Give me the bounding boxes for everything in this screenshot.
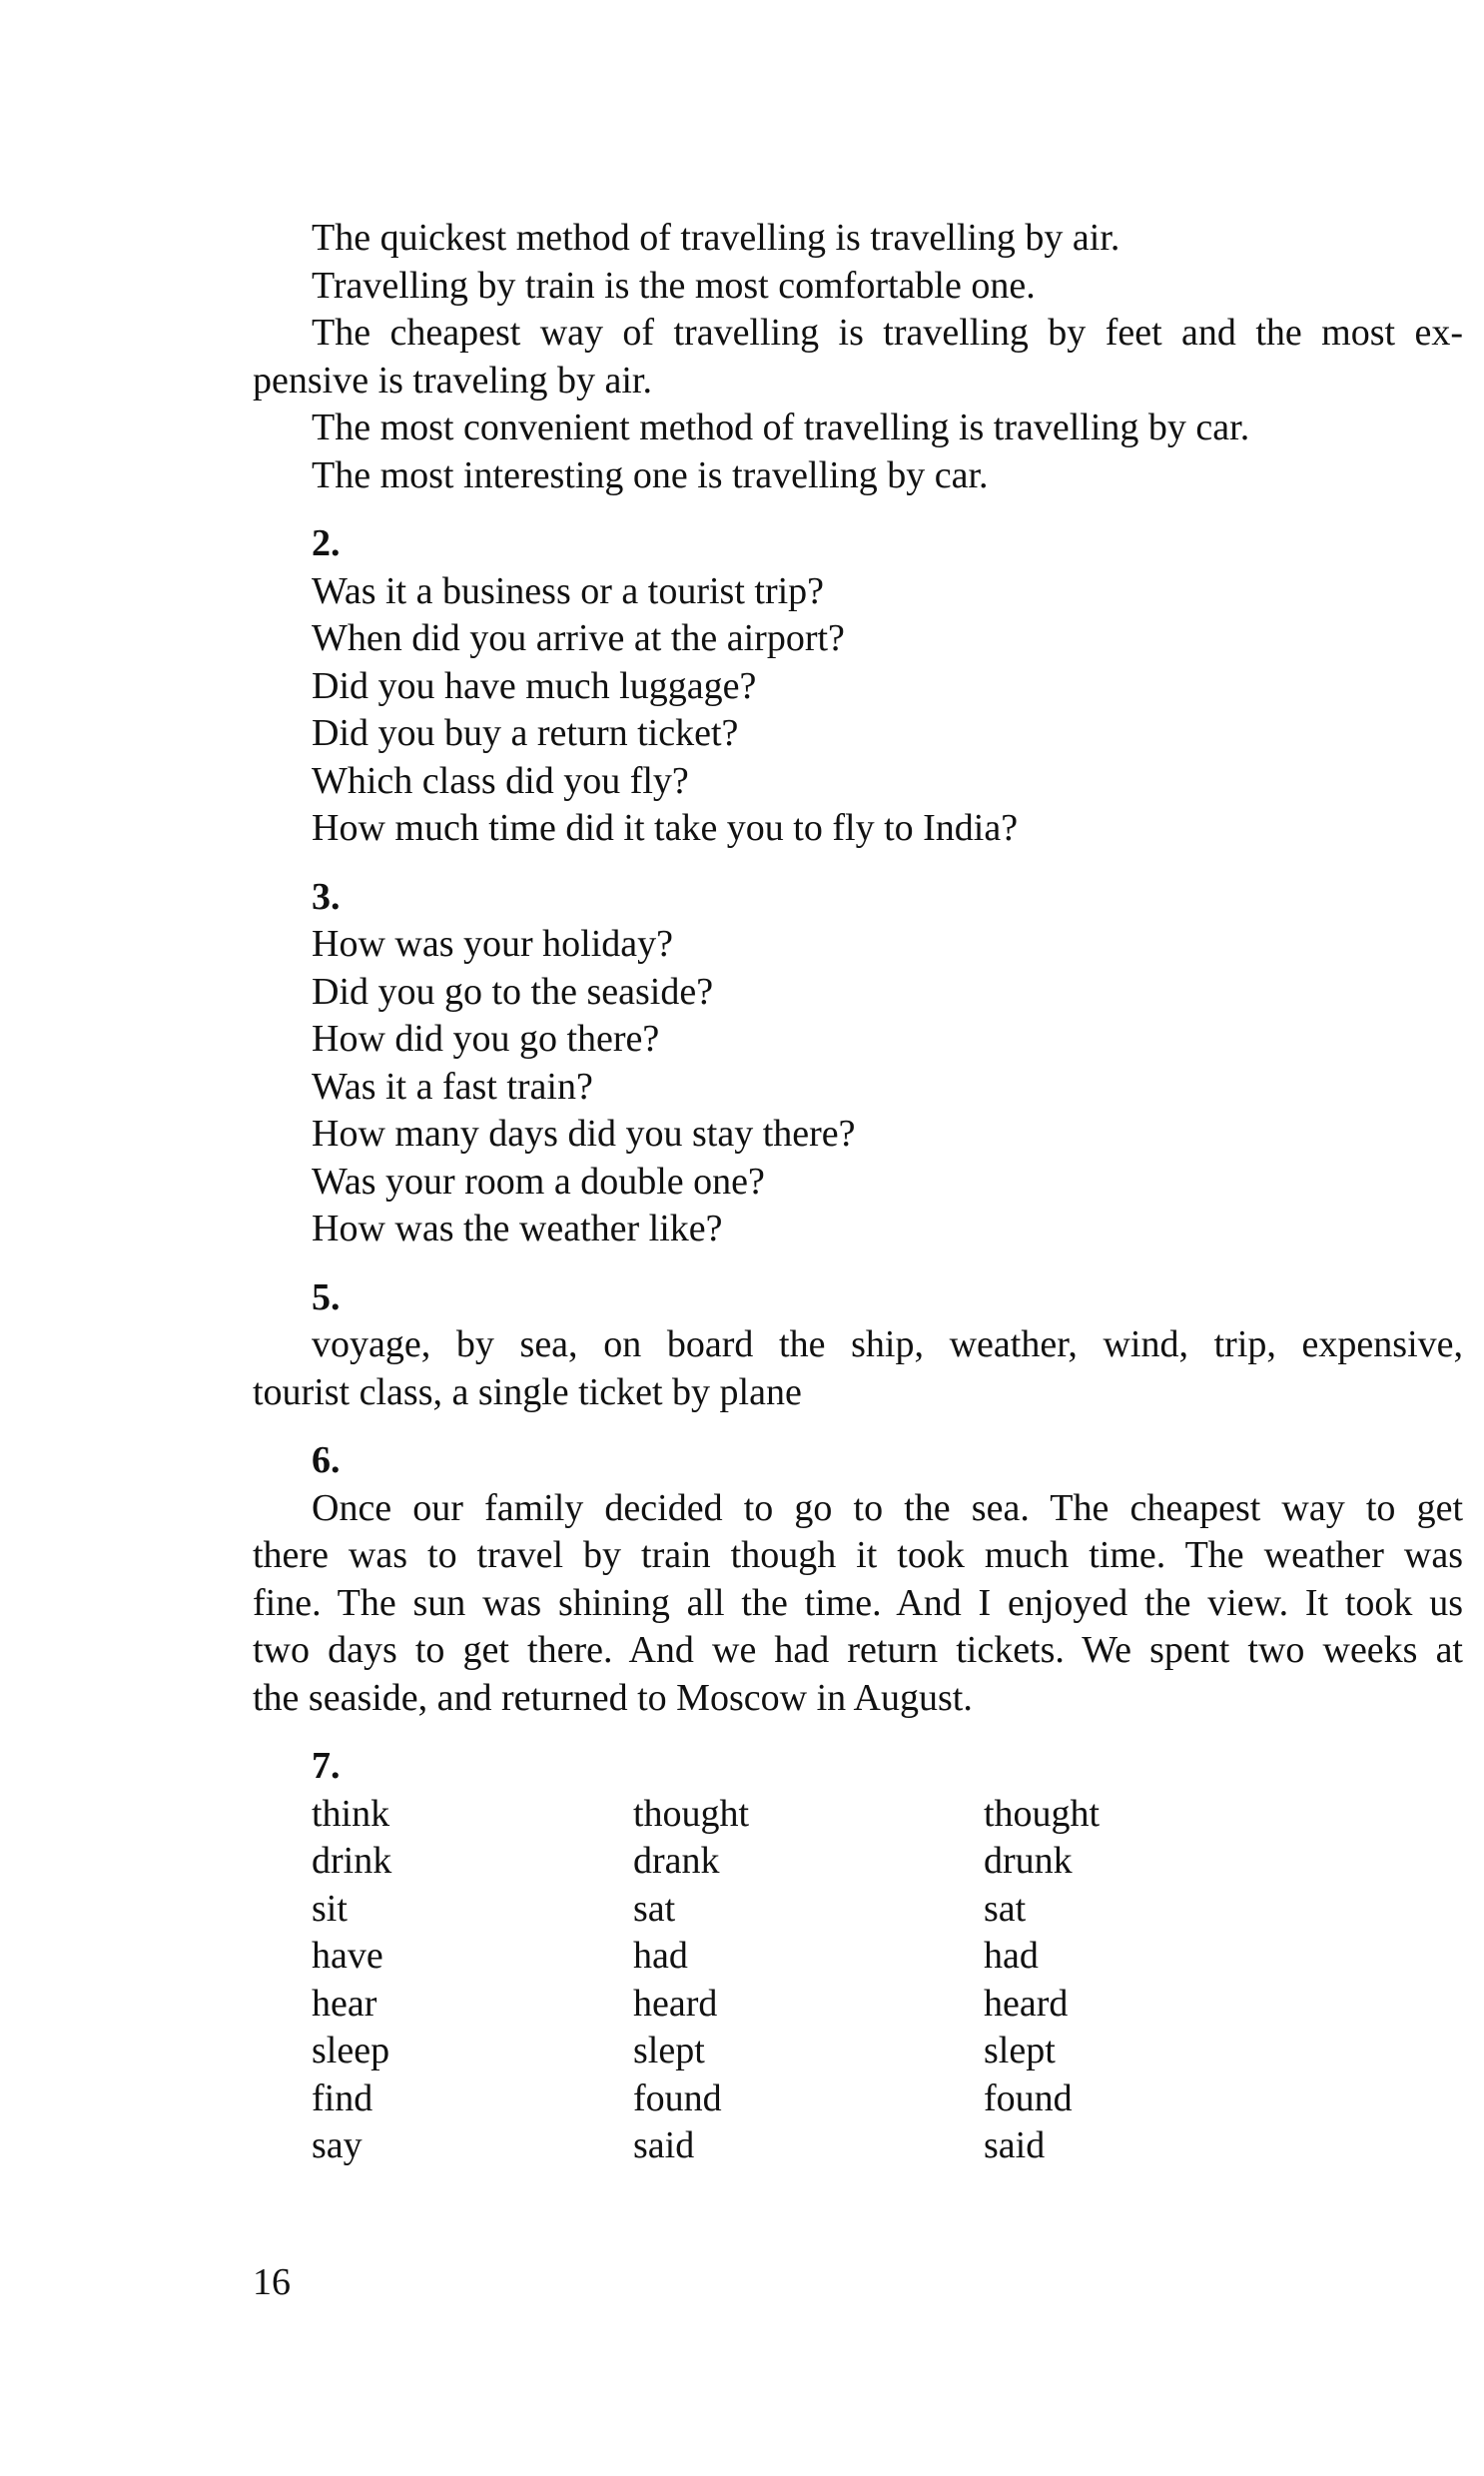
text-line: Travelling by train is the most comfortable one. — [312, 264, 1036, 307]
text-line: two days to get there. And we had return tickets. We spent two weeks at — [253, 1629, 1463, 1671]
section-6 — [253, 1437, 1463, 1722]
verb-base: drink — [312, 1840, 392, 1882]
section-number: 3. — [312, 875, 341, 918]
verb-past: had — [633, 1935, 688, 1977]
question-line: Was your room a double one? — [312, 1160, 765, 1203]
section-7 — [253, 1743, 1463, 2170]
verb-participle: found — [984, 2076, 1073, 2119]
table-row — [312, 1981, 1283, 2029]
question-line: How much time did it take you to fly to India? — [312, 807, 1019, 849]
section-number: 6. — [312, 1439, 341, 1481]
question-line: Did you have much luggage? — [312, 664, 757, 707]
verb-base: hear — [312, 1982, 377, 2025]
table-row — [312, 2028, 1283, 2075]
section-3 — [253, 874, 1463, 1253]
verb-past: thought — [633, 1792, 750, 1835]
section-number: 2. — [312, 522, 341, 564]
text-line: The most interesting one is travelling by car. — [312, 453, 989, 496]
question-line: Which class did you fly? — [312, 759, 689, 802]
verb-base: sit — [312, 1887, 348, 1930]
section-number: 7. — [312, 1745, 341, 1787]
table-row — [312, 2122, 1283, 2170]
question-line: Was it a fast train? — [312, 1065, 593, 1108]
question-line: Did you go to the seaside? — [312, 970, 714, 1013]
question-line: How many days did you stay there? — [312, 1113, 856, 1155]
verb-forms-table — [312, 1791, 1283, 2170]
verb-base: think — [312, 1792, 390, 1835]
verb-past: found — [633, 2076, 722, 2119]
question-line: How was your holiday? — [312, 923, 673, 965]
text-line: voyage, by sea, on board the ship, weather, wind, trip, expensive, — [312, 1323, 1463, 1365]
verb-base: say — [312, 2124, 363, 2166]
verb-base: find — [312, 2076, 373, 2119]
verb-participle: thought — [984, 1792, 1101, 1835]
text-line: pensive is traveling by air. — [253, 359, 652, 402]
table-row — [312, 2075, 1283, 2123]
verb-participle: sat — [984, 1887, 1027, 1930]
verb-past: said — [633, 2124, 695, 2166]
verb-past: drank — [633, 1840, 720, 1882]
verb-past: slept — [633, 2030, 705, 2071]
question-line: How was the weather like? — [312, 1208, 723, 1249]
question-line: How did you go there? — [312, 1018, 660, 1060]
page-body — [253, 215, 1463, 2170]
verb-participle: drunk — [984, 1840, 1073, 1882]
text-line: The cheapest way of travelling is travelling by feet and the most ex- — [312, 312, 1463, 354]
text-line: there was to travel by train though it took much time. The weather was — [253, 1534, 1463, 1576]
verb-participle: said — [984, 2124, 1046, 2166]
question-line: Did you buy a return ticket? — [312, 712, 739, 754]
verb-participle: heard — [984, 1982, 1069, 2025]
text-line: Once our family decided to go to the sea. The cheapest way to get — [312, 1486, 1463, 1529]
text-line: fine. The sun was shining all the time. And I enjoyed the view. It took us — [253, 1581, 1463, 1624]
question-line: Was it a business or a tourist trip? — [312, 569, 825, 612]
verb-past: sat — [633, 1887, 676, 1930]
table-row — [312, 1886, 1283, 1934]
section-2 — [253, 520, 1463, 853]
question-line: When did you arrive at the airport? — [312, 617, 845, 659]
table-row — [312, 1838, 1283, 1886]
table-row — [312, 1791, 1283, 1839]
text-line: The quickest method of travelling is travelling by air. — [312, 217, 1120, 259]
section-number: 5. — [312, 1275, 341, 1318]
text-line: the seaside, and returned to Moscow in August. — [253, 1676, 973, 1719]
verb-base: sleep — [312, 2030, 390, 2071]
section-5 — [253, 1274, 1463, 1417]
verb-participle: slept — [984, 2030, 1056, 2071]
verb-base: have — [312, 1935, 383, 1977]
page-number: 16 — [253, 2261, 291, 2303]
verb-past: heard — [633, 1982, 718, 2025]
table-row — [312, 1933, 1283, 1981]
verb-participle: had — [984, 1935, 1039, 1977]
text-line: The most convenient method of travelling is travelling by car. — [312, 407, 1250, 448]
text-line: tourist class, a single ticket by plane — [253, 1370, 802, 1413]
intro-block — [253, 215, 1463, 499]
